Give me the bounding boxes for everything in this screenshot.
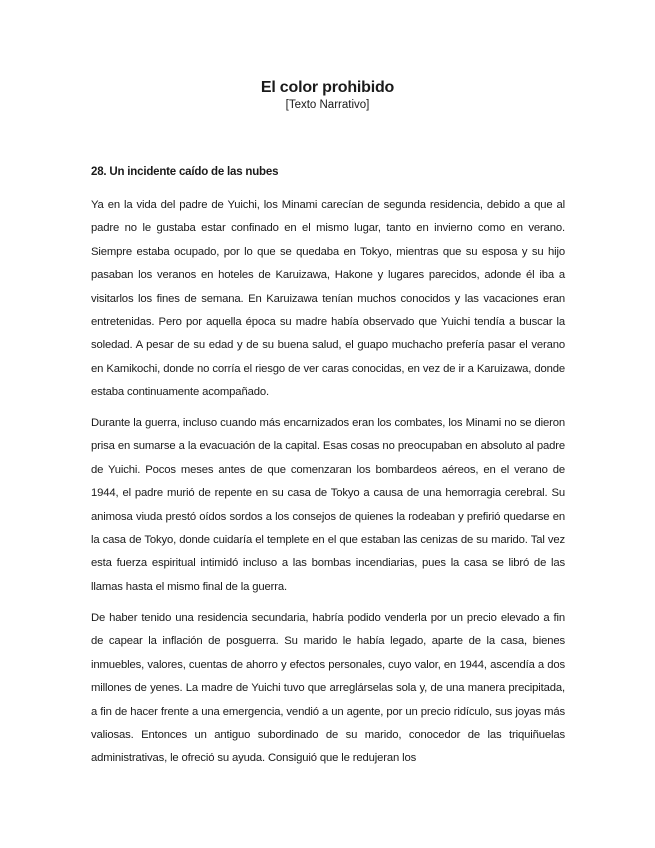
paragraph-1: Ya en la vida del padre de Yuichi, los Minami carecían de segunda residencia, debido a que al padre no le gustaba estar confinado en el mismo lugar, tanto en invierno como en verano. Siempre estaba ocupado, por lo que se quedaba en Tokyo, mientras que su esposa y su hijo pasaban los veranos en hoteles de Karuizawa, Hakone y lugares parecidos, adonde él iba a visitarlos los fines de semana. En Karuizawa tenían muchos conocidos y las vacaciones eran entretenidas. Pero por aquella época su madre había observado que Yuichi tendía a buscar la soledad. A pesar de su edad y de su buena salud, el guapo muchacho prefería pasar el verano en Kamikochi, donde no corría el riesgo de ver caras conocidas, en vez de ir a Karuizawa, donde estaba continuamente acompañado.	[91, 199, 565, 399]
paragraph-3: De haber tenido una residencia secundaria, habría podido venderla por un precio elevado a fin de capear la inflación de posguerra. Su marido le había legado, aparte de la casa, bienes inmuebles, valores, cuentas de ahorro y efectos personales, cuyo valor, en 1944, ascendía a dos millones de yenes. La madre de Yuichi tuvo que arreglárselas sola y, de una manera precipitada, a fin de hacer frente a una emergencia, vendió a un agente, por un precio ridículo, sus joyas más valiosas. Entonces un antiguo subordinado de su marido, conocedor de las triquiñuelas administrativas, le ofreció su ayuda. Consiguió que le redujeran los	[91, 612, 565, 765]
document-subtitle: [Texto Narrativo]	[285, 99, 370, 111]
chapter-heading: 28. Un incidente caído de las nubes	[91, 166, 279, 178]
paragraph-2: Durante la guerra, incluso cuando más encarnizados eran los combates, los Minami no se dieron prisa en sumarse a la evacuación de la capital. Esas cosas no preocupaban en absoluto al padre de Yuichi. Pocos meses antes de que comenzaran los bombardeos aéreos, en el verano de 1944, el padre murió de repente en su casa de Tokyo a causa de una hemorragia cerebral. Su animosa viuda prestó oídos sordos a los consejos de quienes la rodeaban y prefirió quedarse en la casa de Tokyo, donde cuidaría el templete en el que estaban las cenizas de su marido. Tal vez esta fuerza espiritual intimidó incluso a las bombas incendiarias, pues la casa se libró de las llamas hasta el mismo final de la guerra.	[91, 417, 565, 593]
document-title: El color prohibido	[260, 79, 395, 96]
